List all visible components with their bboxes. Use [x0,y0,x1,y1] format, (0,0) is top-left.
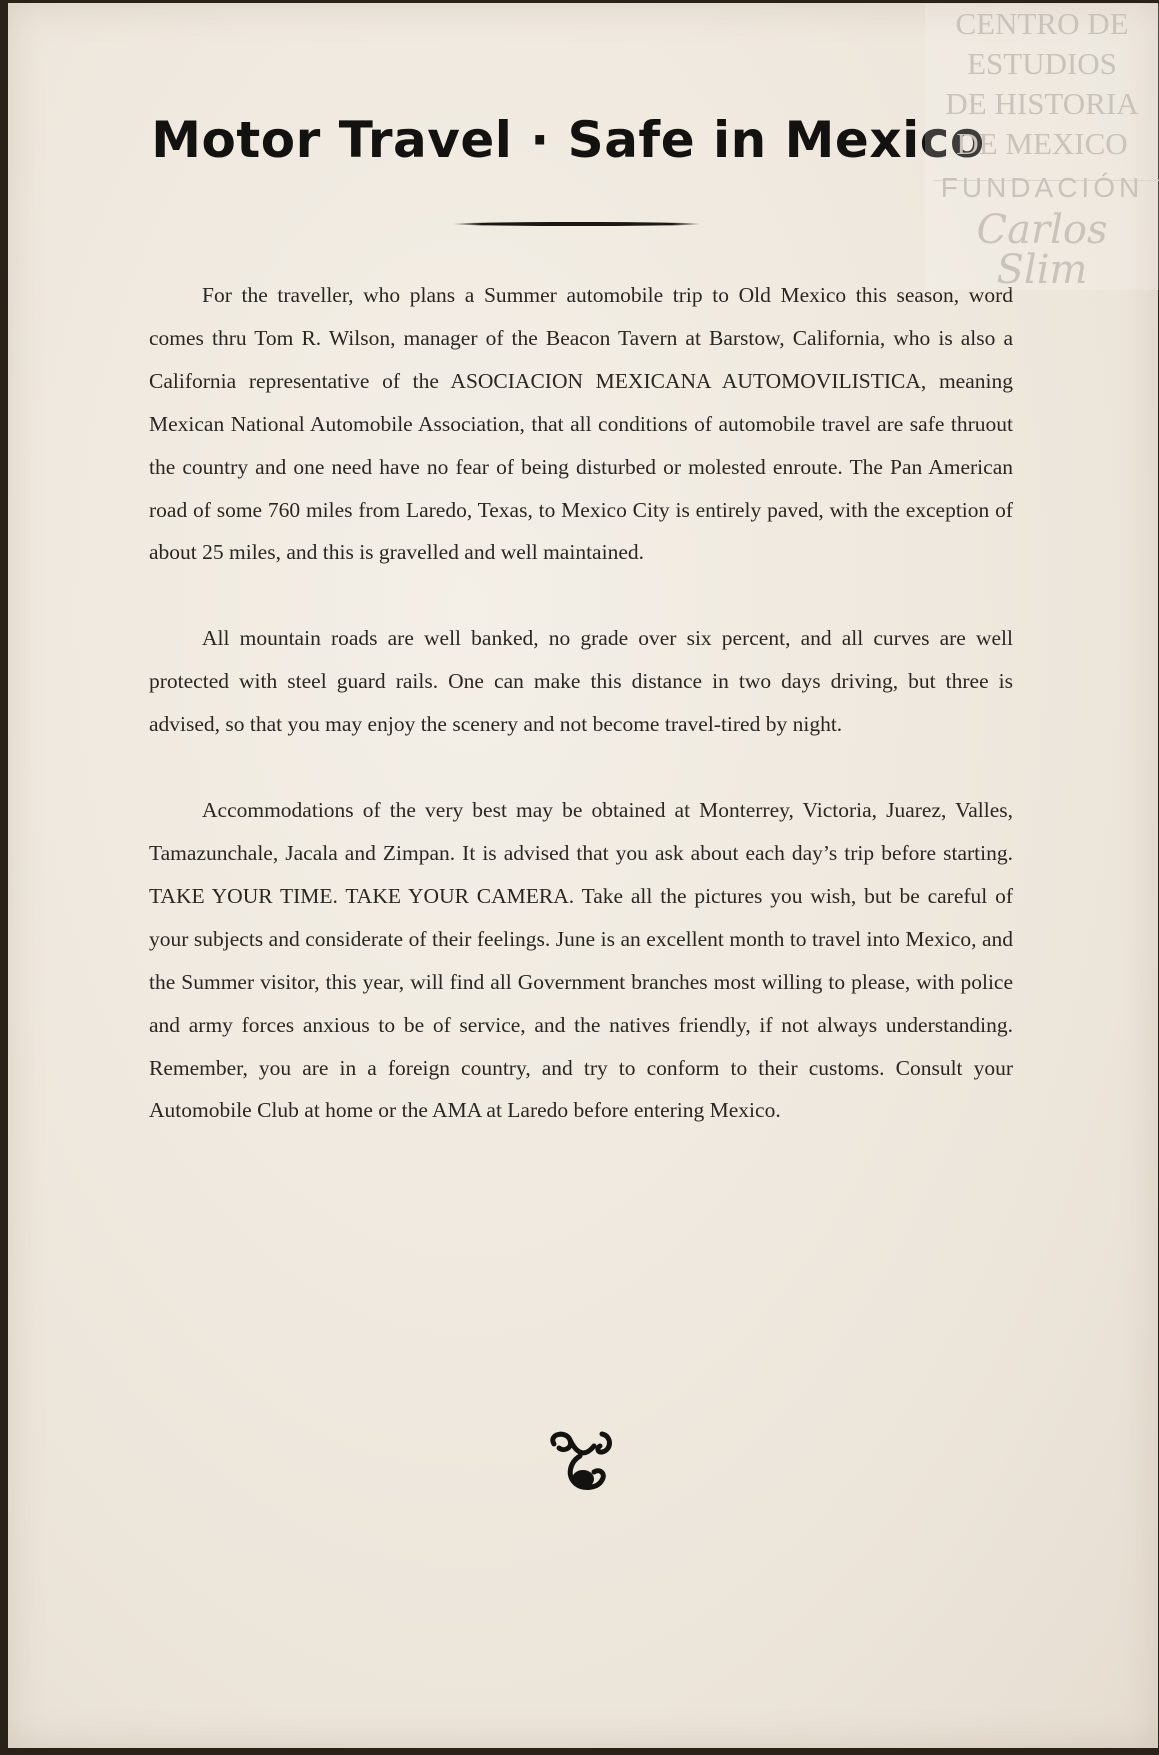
watermark-line: ESTUDIOS [967,46,1117,81]
watermark-line: DE MEXICO [956,126,1128,161]
archive-watermark [925,4,1159,293]
watermark-signature: Carlos Slim [976,207,1108,293]
page-title: Motor Travel · Safe in Mexico [151,111,985,169]
watermark-line: CENTRO DE [955,6,1129,41]
paragraph-2: All mountain roads are well banked, no grade over six percent, and all curves are well protected with steel guard rails. One can make this distance in two days driving, but three is advised, so that you may enjoy the scenery and not become travel-tired by night. [149,626,1013,737]
paragraph-1: For the traveller, who plans a Summer automobile trip to Old Mexico this season, word comes thru Tom R. Wilson, manager of the Beacon Tavern at Barstow, California, who is also a California representative of the ASOCIACION MEXICANA AUTOMOVILISTICA, meaning Mexican National Automobile Association, that all conditions of automobile travel are safe thruout the country and one need have no fear of being disturbed or molested enroute. The Pan American road of some 760 miles from Laredo, Texas, to Mexico City is entirely paved, with the exception of about 25 miles, and this is gravelled and well maintained. [149,283,1013,565]
paragraph-3: Accommodations of the very best may be obtained at Monterrey, Victoria, Juarez, Valles, Tamazunchale, Jacala and Zimpan. It is advised that you ask about each day’s trip before starting. TAKE YOUR TIME. TAKE YOUR CAMERA. Take all the pictures you wish, but be careful of your subjects and considerate of their feelings. June is an excellent month to travel into Mexico, and the Summer visitor, this year, will find all Government branches most willing to please, with police and army forces anxious to be of service, and the natives friendly, if not always understanding. Remember, you are in a foreign country, and try to conform to their customs. Consult your Automobile Club at home or the AMA at Laredo before entering Mexico. [149,798,1013,1123]
article-body [149,274,1013,1175]
watermark-line: DE HISTORIA [945,86,1139,121]
title-divider [452,222,702,226]
ornament-icon [540,1426,620,1506]
watermark-foundation: FUNDACIÓN [940,172,1144,203]
